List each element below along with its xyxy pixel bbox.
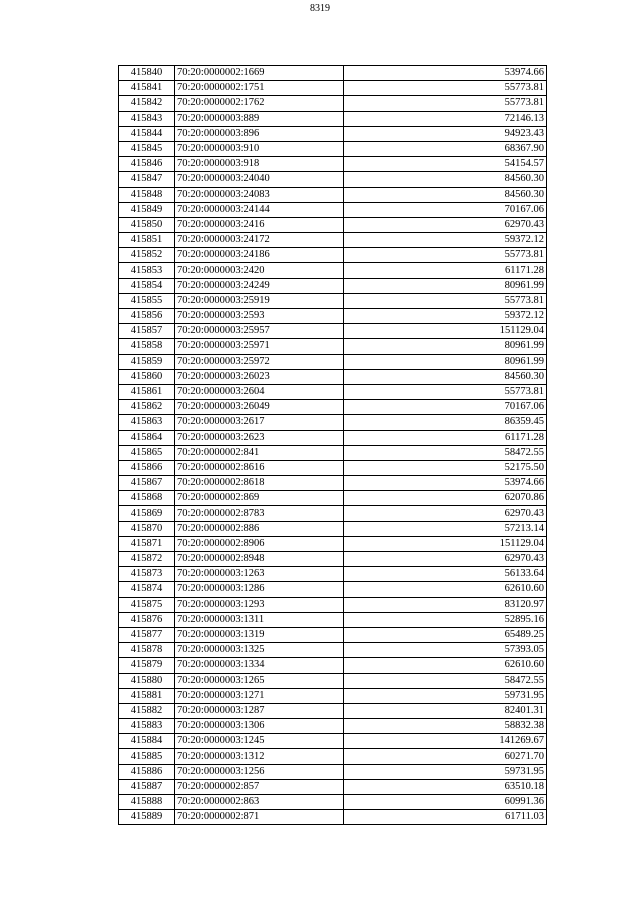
table-row bbox=[119, 460, 547, 475]
cadastral-number-cell: 70:20:0000002:857 bbox=[175, 779, 344, 794]
cadastral-number-cell: 70:20:0000002:863 bbox=[175, 795, 344, 810]
row-number-cell: 415864 bbox=[119, 430, 175, 445]
value-cell: 84560.30 bbox=[344, 369, 547, 384]
row-number-cell: 415869 bbox=[119, 506, 175, 521]
table-row bbox=[119, 749, 547, 764]
cadastral-number-cell: 70:20:0000002:1762 bbox=[175, 96, 344, 111]
table-row bbox=[119, 384, 547, 399]
table-row bbox=[119, 217, 547, 232]
cadastral-number-cell: 70:20:0000003:2593 bbox=[175, 309, 344, 324]
table-row bbox=[119, 445, 547, 460]
row-number-cell: 415859 bbox=[119, 354, 175, 369]
table-row bbox=[119, 703, 547, 718]
row-number-cell: 415889 bbox=[119, 810, 175, 825]
table-row bbox=[119, 248, 547, 263]
value-cell: 70167.06 bbox=[344, 400, 547, 415]
value-cell: 59372.12 bbox=[344, 233, 547, 248]
table-row bbox=[119, 202, 547, 217]
value-cell: 62970.43 bbox=[344, 506, 547, 521]
value-cell: 151129.04 bbox=[344, 536, 547, 551]
row-number-cell: 415878 bbox=[119, 643, 175, 658]
value-cell: 59372.12 bbox=[344, 309, 547, 324]
table-row bbox=[119, 491, 547, 506]
cadastral-number-cell: 70:20:0000003:26023 bbox=[175, 369, 344, 384]
row-number-cell: 415881 bbox=[119, 688, 175, 703]
row-number-cell: 415877 bbox=[119, 627, 175, 642]
row-number-cell: 415858 bbox=[119, 339, 175, 354]
cadastral-number-cell: 70:20:0000003:1286 bbox=[175, 582, 344, 597]
table-row bbox=[119, 673, 547, 688]
row-number-cell: 415844 bbox=[119, 126, 175, 141]
row-number-cell: 415872 bbox=[119, 552, 175, 567]
value-cell: 82401.31 bbox=[344, 703, 547, 718]
value-cell: 57213.14 bbox=[344, 521, 547, 536]
cadastral-number-cell: 70:20:0000003:1334 bbox=[175, 658, 344, 673]
value-cell: 61171.28 bbox=[344, 430, 547, 445]
cadastral-number-cell: 70:20:0000002:871 bbox=[175, 810, 344, 825]
table-row bbox=[119, 734, 547, 749]
table-row bbox=[119, 126, 547, 141]
cadastral-number-cell: 70:20:0000002:869 bbox=[175, 491, 344, 506]
row-number-cell: 415854 bbox=[119, 278, 175, 293]
table-row bbox=[119, 719, 547, 734]
value-cell: 86359.45 bbox=[344, 415, 547, 430]
table-row bbox=[119, 111, 547, 126]
table-row bbox=[119, 552, 547, 567]
row-number-cell: 415841 bbox=[119, 81, 175, 96]
table-row bbox=[119, 324, 547, 339]
row-number-cell: 415885 bbox=[119, 749, 175, 764]
value-cell: 55773.81 bbox=[344, 81, 547, 96]
value-cell: 83120.97 bbox=[344, 597, 547, 612]
value-cell: 60991.36 bbox=[344, 795, 547, 810]
value-cell: 80961.99 bbox=[344, 354, 547, 369]
table-row bbox=[119, 233, 547, 248]
row-number-cell: 415883 bbox=[119, 719, 175, 734]
table-row bbox=[119, 567, 547, 582]
row-number-cell: 415842 bbox=[119, 96, 175, 111]
table-row bbox=[119, 536, 547, 551]
row-number-cell: 415888 bbox=[119, 795, 175, 810]
cadastral-number-cell: 70:20:0000003:2604 bbox=[175, 384, 344, 399]
cadastral-number-cell: 70:20:0000003:889 bbox=[175, 111, 344, 126]
value-cell: 84560.30 bbox=[344, 187, 547, 202]
row-number-cell: 415882 bbox=[119, 703, 175, 718]
value-cell: 62970.43 bbox=[344, 552, 547, 567]
value-cell: 141269.67 bbox=[344, 734, 547, 749]
row-number-cell: 415843 bbox=[119, 111, 175, 126]
table-row bbox=[119, 658, 547, 673]
cadastral-number-cell: 70:20:0000003:1312 bbox=[175, 749, 344, 764]
cadastral-number-cell: 70:20:0000003:25957 bbox=[175, 324, 344, 339]
value-cell: 57393.05 bbox=[344, 643, 547, 658]
page-number: 8319 bbox=[310, 3, 330, 14]
value-cell: 63510.18 bbox=[344, 779, 547, 794]
cadastral-number-cell: 70:20:0000002:1669 bbox=[175, 66, 344, 81]
value-cell: 62610.60 bbox=[344, 582, 547, 597]
row-number-cell: 415846 bbox=[119, 157, 175, 172]
table-row bbox=[119, 795, 547, 810]
table-row bbox=[119, 400, 547, 415]
table-row bbox=[119, 157, 547, 172]
table-row bbox=[119, 278, 547, 293]
cadastral-number-cell: 70:20:0000003:24083 bbox=[175, 187, 344, 202]
row-number-cell: 415847 bbox=[119, 172, 175, 187]
table-row bbox=[119, 627, 547, 642]
value-cell: 70167.06 bbox=[344, 202, 547, 217]
table-row bbox=[119, 369, 547, 384]
row-number-cell: 415868 bbox=[119, 491, 175, 506]
table-row bbox=[119, 521, 547, 536]
cadastral-number-cell: 70:20:0000003:24144 bbox=[175, 202, 344, 217]
cadastral-number-cell: 70:20:0000003:1256 bbox=[175, 764, 344, 779]
cadastral-number-cell: 70:20:0000002:1751 bbox=[175, 81, 344, 96]
cadastral-number-cell: 70:20:0000003:24040 bbox=[175, 172, 344, 187]
cadastral-number-cell: 70:20:0000003:1287 bbox=[175, 703, 344, 718]
value-cell: 62970.43 bbox=[344, 217, 547, 232]
row-number-cell: 415848 bbox=[119, 187, 175, 202]
cadastral-number-cell: 70:20:0000003:1263 bbox=[175, 567, 344, 582]
cadastral-number-cell: 70:20:0000003:2420 bbox=[175, 263, 344, 278]
table-row bbox=[119, 293, 547, 308]
cadastral-number-cell: 70:20:0000003:25919 bbox=[175, 293, 344, 308]
row-number-cell: 415860 bbox=[119, 369, 175, 384]
cadastral-number-cell: 70:20:0000003:1293 bbox=[175, 597, 344, 612]
cadastral-number-cell: 70:20:0000002:8618 bbox=[175, 476, 344, 491]
value-cell: 72146.13 bbox=[344, 111, 547, 126]
cadastral-number-cell: 70:20:0000003:2623 bbox=[175, 430, 344, 445]
row-number-cell: 415867 bbox=[119, 476, 175, 491]
table-body bbox=[119, 66, 547, 825]
table-row bbox=[119, 172, 547, 187]
table-row bbox=[119, 339, 547, 354]
row-number-cell: 415886 bbox=[119, 764, 175, 779]
row-number-cell: 415879 bbox=[119, 658, 175, 673]
row-number-cell: 415871 bbox=[119, 536, 175, 551]
cadastral-number-cell: 70:20:0000003:2617 bbox=[175, 415, 344, 430]
value-cell: 59731.95 bbox=[344, 764, 547, 779]
cadastral-value-table bbox=[118, 65, 547, 825]
value-cell: 65489.25 bbox=[344, 627, 547, 642]
row-number-cell: 415857 bbox=[119, 324, 175, 339]
value-cell: 56133.64 bbox=[344, 567, 547, 582]
value-cell: 58472.55 bbox=[344, 445, 547, 460]
value-cell: 62610.60 bbox=[344, 658, 547, 673]
row-number-cell: 415851 bbox=[119, 233, 175, 248]
cadastral-number-cell: 70:20:0000002:8906 bbox=[175, 536, 344, 551]
table-row bbox=[119, 597, 547, 612]
value-cell: 59731.95 bbox=[344, 688, 547, 703]
cadastral-number-cell: 70:20:0000003:918 bbox=[175, 157, 344, 172]
table-row bbox=[119, 506, 547, 521]
row-number-cell: 415850 bbox=[119, 217, 175, 232]
value-cell: 53974.66 bbox=[344, 66, 547, 81]
cadastral-number-cell: 70:20:0000003:1265 bbox=[175, 673, 344, 688]
cadastral-number-cell: 70:20:0000003:1245 bbox=[175, 734, 344, 749]
cadastral-number-cell: 70:20:0000002:8783 bbox=[175, 506, 344, 521]
row-number-cell: 415866 bbox=[119, 460, 175, 475]
table-row bbox=[119, 415, 547, 430]
cadastral-number-cell: 70:20:0000003:25972 bbox=[175, 354, 344, 369]
table-row bbox=[119, 582, 547, 597]
cadastral-number-cell: 70:20:0000002:8616 bbox=[175, 460, 344, 475]
row-number-cell: 415852 bbox=[119, 248, 175, 263]
cadastral-number-cell: 70:20:0000002:8948 bbox=[175, 552, 344, 567]
value-cell: 53974.66 bbox=[344, 476, 547, 491]
table-row bbox=[119, 66, 547, 81]
table-row bbox=[119, 764, 547, 779]
table-row bbox=[119, 779, 547, 794]
value-cell: 55773.81 bbox=[344, 96, 547, 111]
row-number-cell: 415862 bbox=[119, 400, 175, 415]
table-row bbox=[119, 688, 547, 703]
row-number-cell: 415855 bbox=[119, 293, 175, 308]
row-number-cell: 415887 bbox=[119, 779, 175, 794]
row-number-cell: 415873 bbox=[119, 567, 175, 582]
row-number-cell: 415880 bbox=[119, 673, 175, 688]
value-cell: 68367.90 bbox=[344, 141, 547, 156]
cadastral-number-cell: 70:20:0000003:24249 bbox=[175, 278, 344, 293]
value-cell: 60271.70 bbox=[344, 749, 547, 764]
table-row bbox=[119, 187, 547, 202]
value-cell: 80961.99 bbox=[344, 339, 547, 354]
value-cell: 80961.99 bbox=[344, 278, 547, 293]
cadastral-number-cell: 70:20:0000003:25971 bbox=[175, 339, 344, 354]
table-row bbox=[119, 96, 547, 111]
value-cell: 84560.30 bbox=[344, 172, 547, 187]
table-row bbox=[119, 263, 547, 278]
value-cell: 58832.38 bbox=[344, 719, 547, 734]
cadastral-number-cell: 70:20:0000003:24186 bbox=[175, 248, 344, 263]
row-number-cell: 415853 bbox=[119, 263, 175, 278]
row-number-cell: 415884 bbox=[119, 734, 175, 749]
value-cell: 55773.81 bbox=[344, 384, 547, 399]
cadastral-number-cell: 70:20:0000003:1306 bbox=[175, 719, 344, 734]
value-cell: 52175.50 bbox=[344, 460, 547, 475]
cadastral-number-cell: 70:20:0000003:2416 bbox=[175, 217, 344, 232]
value-cell: 58472.55 bbox=[344, 673, 547, 688]
table-row bbox=[119, 430, 547, 445]
table-row bbox=[119, 309, 547, 324]
row-number-cell: 415840 bbox=[119, 66, 175, 81]
table-row bbox=[119, 354, 547, 369]
cadastral-number-cell: 70:20:0000002:886 bbox=[175, 521, 344, 536]
table-row bbox=[119, 81, 547, 96]
cadastral-number-cell: 70:20:0000003:1311 bbox=[175, 612, 344, 627]
value-cell: 61171.28 bbox=[344, 263, 547, 278]
row-number-cell: 415863 bbox=[119, 415, 175, 430]
row-number-cell: 415865 bbox=[119, 445, 175, 460]
value-cell: 61711.03 bbox=[344, 810, 547, 825]
value-cell: 151129.04 bbox=[344, 324, 547, 339]
cadastral-number-cell: 70:20:0000003:1325 bbox=[175, 643, 344, 658]
cadastral-number-cell: 70:20:0000003:910 bbox=[175, 141, 344, 156]
row-number-cell: 415874 bbox=[119, 582, 175, 597]
cadastral-number-cell: 70:20:0000003:1271 bbox=[175, 688, 344, 703]
table-row bbox=[119, 476, 547, 491]
cadastral-number-cell: 70:20:0000003:24172 bbox=[175, 233, 344, 248]
row-number-cell: 415856 bbox=[119, 309, 175, 324]
cadastral-number-cell: 70:20:0000003:1319 bbox=[175, 627, 344, 642]
value-cell: 94923.43 bbox=[344, 126, 547, 141]
table-row bbox=[119, 643, 547, 658]
value-cell: 62070.86 bbox=[344, 491, 547, 506]
value-cell: 55773.81 bbox=[344, 248, 547, 263]
cadastral-number-cell: 70:20:0000002:841 bbox=[175, 445, 344, 460]
cadastral-number-cell: 70:20:0000003:896 bbox=[175, 126, 344, 141]
value-cell: 52895.16 bbox=[344, 612, 547, 627]
table-row bbox=[119, 141, 547, 156]
table-row bbox=[119, 810, 547, 825]
value-cell: 54154.57 bbox=[344, 157, 547, 172]
row-number-cell: 415845 bbox=[119, 141, 175, 156]
row-number-cell: 415875 bbox=[119, 597, 175, 612]
row-number-cell: 415861 bbox=[119, 384, 175, 399]
table-row bbox=[119, 612, 547, 627]
value-cell: 55773.81 bbox=[344, 293, 547, 308]
cadastral-number-cell: 70:20:0000003:26049 bbox=[175, 400, 344, 415]
row-number-cell: 415876 bbox=[119, 612, 175, 627]
row-number-cell: 415870 bbox=[119, 521, 175, 536]
row-number-cell: 415849 bbox=[119, 202, 175, 217]
